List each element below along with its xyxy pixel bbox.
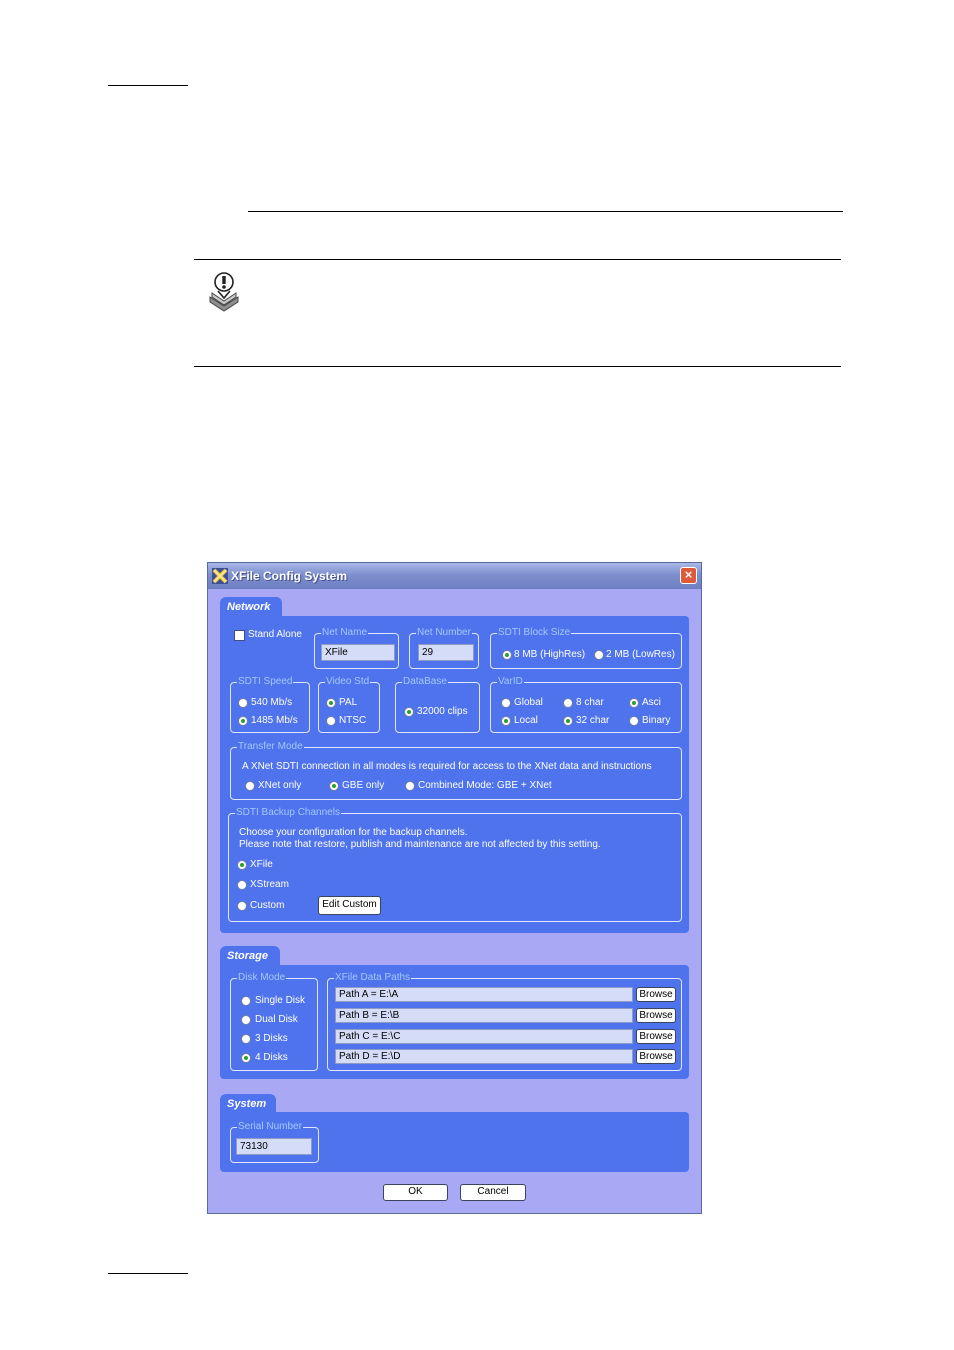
browse-d-button[interactable]: Browse [636, 1049, 676, 1064]
gbe-only-radio[interactable] [329, 781, 339, 791]
varid-binary-label: Binary [642, 715, 671, 726]
transfer-mode-legend: Transfer Mode [238, 741, 303, 752]
network-tab: Network [220, 597, 282, 617]
backup-line1: Choose your configuration for the backup channels. [239, 827, 468, 838]
sdti-speed-group [230, 676, 310, 733]
varid-local-label: Local [514, 715, 538, 726]
sdti-block-size-group [490, 627, 682, 669]
varid-asci-label: Asci [642, 697, 661, 708]
single-disk-radio[interactable] [241, 996, 251, 1006]
close-button[interactable]: × [680, 567, 697, 584]
varid-group [490, 676, 682, 733]
backup-xstream-label: XStream [250, 879, 289, 890]
backup-line2: Please note that restore, publish and maintenance are not affected by this setting. [239, 839, 601, 850]
video-std-group [318, 676, 380, 733]
title-bar [208, 563, 701, 589]
net-name-input[interactable]: XFile [321, 644, 395, 661]
path-d-field[interactable]: Path D = E:\D [335, 1049, 633, 1064]
varid-32char-label: 32 char [576, 715, 610, 726]
browse-b-button[interactable]: Browse [636, 1008, 676, 1023]
block-8mb-radio[interactable] [502, 650, 512, 660]
stand-alone-checkbox[interactable] [234, 630, 245, 641]
dual-disk-label: Dual Disk [255, 1014, 298, 1025]
varid-global-label: Global [514, 697, 543, 708]
note-bottom-rule [194, 366, 841, 367]
speed-540-label: 540 Mb/s [251, 697, 293, 708]
speed-1485-label: 1485 Mb/s [251, 715, 298, 726]
varid-local-radio[interactable] [501, 716, 511, 726]
sdti-block-size-legend: SDTI Block Size [498, 627, 571, 638]
path-a-field[interactable]: Path A = E:\A [335, 987, 633, 1002]
section-rule [248, 211, 843, 212]
transfer-mode-group [230, 741, 682, 800]
pal-radio[interactable] [326, 698, 336, 708]
transfer-mode-note: A XNet SDTI connection in all modes is required for access to the XNet data and instructions [242, 761, 652, 772]
combined-mode-label: Combined Mode: GBE + XNet [418, 780, 552, 791]
block-2mb-label: 2 MB (LowRes) [606, 649, 675, 660]
path-c-field[interactable]: Path C = E:\C [335, 1029, 633, 1044]
pal-label: PAL [339, 697, 358, 708]
dual-disk-radio[interactable] [241, 1015, 251, 1025]
xfile-config-window [207, 562, 702, 1214]
database-legend: DataBase [403, 676, 447, 687]
four-disks-radio[interactable] [241, 1053, 251, 1063]
data-paths-group [327, 972, 682, 1071]
serial-number-legend: Serial Number [238, 1121, 302, 1132]
system-panel [220, 1112, 689, 1172]
sdti-backup-legend: SDTI Backup Channels [236, 807, 340, 818]
xnet-only-label: XNet only [258, 780, 302, 791]
single-disk-label: Single Disk [255, 995, 306, 1006]
database-group [395, 676, 480, 733]
note-top-rule [194, 259, 841, 260]
three-disks-radio[interactable] [241, 1034, 251, 1044]
clips-32000-label: 32000 clips [417, 706, 468, 717]
block-8mb-label: 8 MB (HighRes) [514, 649, 586, 660]
speed-1485-radio[interactable] [238, 716, 248, 726]
varid-32char-radio[interactable] [563, 716, 573, 726]
gbe-only-label: GBE only [342, 780, 385, 791]
xnet-only-radio[interactable] [245, 781, 255, 791]
net-name-legend: Net Name [322, 627, 368, 638]
varid-8char-label: 8 char [576, 697, 604, 708]
header-rule [108, 85, 188, 86]
three-disks-label: 3 Disks [255, 1033, 288, 1044]
system-tab: System [220, 1094, 276, 1114]
sdti-backup-group [228, 807, 682, 922]
net-name-group [314, 627, 399, 669]
varid-global-radio[interactable] [501, 698, 511, 708]
serial-number-group [230, 1121, 319, 1163]
browse-a-button[interactable]: Browse [636, 987, 676, 1002]
net-number-group [409, 627, 479, 669]
backup-custom-radio[interactable] [237, 901, 247, 911]
backup-xfile-radio[interactable] [237, 860, 247, 870]
ntsc-label: NTSC [339, 715, 367, 726]
browse-c-button[interactable]: Browse [636, 1029, 676, 1044]
sdti-speed-legend: SDTI Speed [238, 676, 293, 687]
serial-number-input[interactable]: 73130 [236, 1138, 312, 1155]
window-title: XFile Config System [231, 569, 348, 583]
four-disks-label: 4 Disks [255, 1052, 288, 1063]
varid-8char-radio[interactable] [563, 698, 573, 708]
backup-xstream-radio[interactable] [237, 880, 247, 890]
path-b-field[interactable]: Path B = E:\B [335, 1008, 633, 1023]
varid-binary-radio[interactable] [629, 716, 639, 726]
net-number-legend: Net Number [417, 627, 471, 638]
edit-custom-button[interactable]: Edit Custom [318, 896, 381, 915]
storage-panel [220, 965, 689, 1079]
net-number-input[interactable]: 29 [418, 644, 474, 661]
clips-32000-radio[interactable] [404, 707, 414, 717]
video-std-legend: Video Std [326, 676, 370, 687]
storage-tab: Storage [220, 946, 280, 966]
ok-button[interactable]: OK [383, 1184, 448, 1201]
backup-custom-label: Custom [250, 900, 285, 911]
note-icon [207, 270, 241, 314]
ntsc-radio[interactable] [326, 716, 336, 726]
block-2mb-radio[interactable] [594, 650, 604, 660]
xfile-app-icon [212, 568, 228, 584]
combined-mode-radio[interactable] [405, 781, 415, 791]
footer-rule [108, 1273, 188, 1274]
backup-xfile-label: XFile [250, 859, 273, 870]
varid-asci-radio[interactable] [629, 698, 639, 708]
disk-mode-group [230, 972, 318, 1071]
stand-alone-label: Stand Alone [248, 629, 302, 640]
data-paths-legend: XFile Data Paths [335, 972, 411, 983]
varid-legend: VarID [498, 676, 523, 687]
cancel-button[interactable]: Cancel [460, 1184, 526, 1201]
network-panel [220, 616, 689, 933]
disk-mode-legend: Disk Mode [238, 972, 286, 983]
speed-540-radio[interactable] [238, 698, 248, 708]
